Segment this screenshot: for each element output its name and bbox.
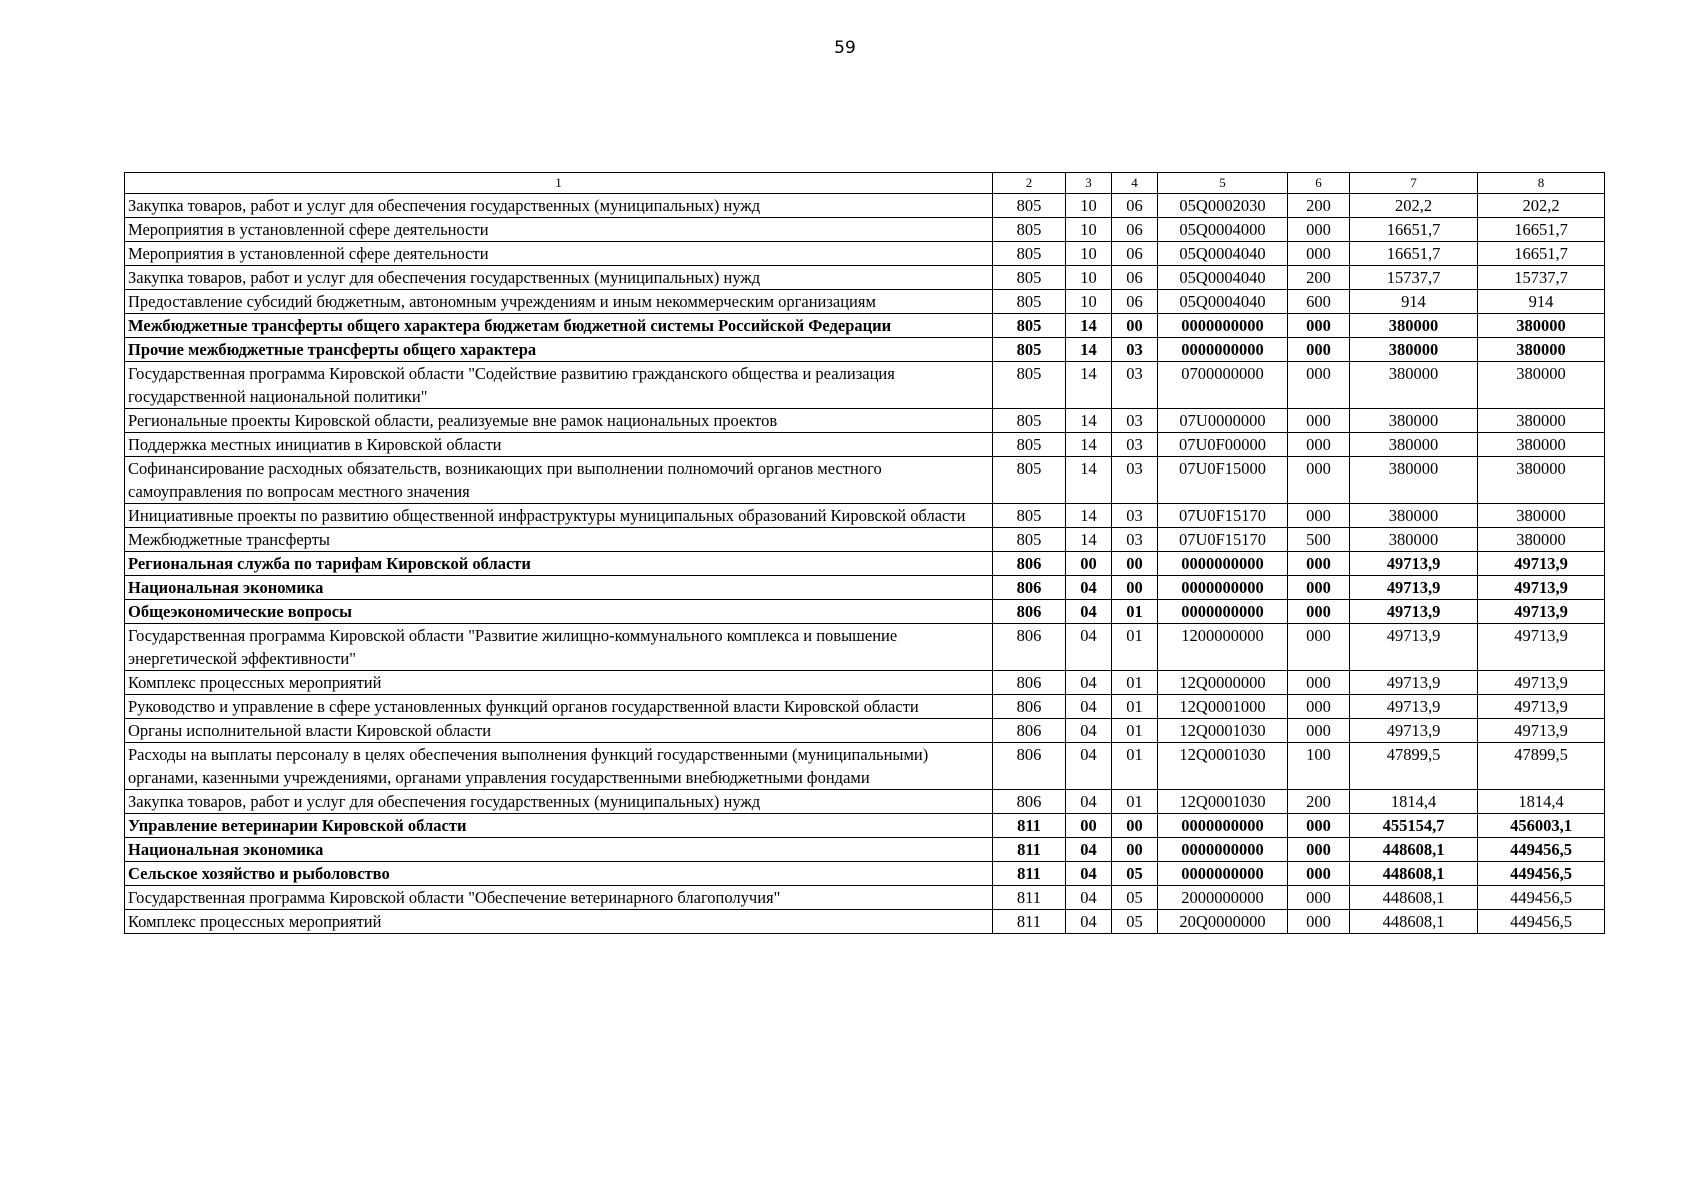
code-2-cell: 805 xyxy=(993,194,1066,218)
code-6-cell: 000 xyxy=(1288,242,1350,266)
code-5-cell: 05Q0004000 xyxy=(1158,218,1288,242)
code-6-cell: 000 xyxy=(1288,504,1350,528)
code-2-cell: 811 xyxy=(993,838,1066,862)
amount-7-cell: 49713,9 xyxy=(1350,695,1478,719)
code-4-cell: 00 xyxy=(1112,814,1158,838)
amount-8-cell: 380000 xyxy=(1478,409,1605,433)
table-row xyxy=(125,862,1605,886)
code-5-cell: 12Q0001030 xyxy=(1158,719,1288,743)
amount-8-cell: 49713,9 xyxy=(1478,719,1605,743)
amount-7-cell: 47899,5 xyxy=(1350,743,1478,790)
code-6-cell: 000 xyxy=(1288,457,1350,504)
code-4-cell: 03 xyxy=(1112,362,1158,409)
amount-7-cell: 49713,9 xyxy=(1350,552,1478,576)
column-header: 5 xyxy=(1158,173,1288,194)
amount-8-cell: 49713,9 xyxy=(1478,671,1605,695)
table-row xyxy=(125,814,1605,838)
amount-7-cell: 49713,9 xyxy=(1350,719,1478,743)
code-4-cell: 05 xyxy=(1112,910,1158,934)
code-6-cell: 000 xyxy=(1288,838,1350,862)
code-5-cell: 0000000000 xyxy=(1158,814,1288,838)
table-row xyxy=(125,790,1605,814)
row-name-cell: Софинансирование расходных обязательств, возникающих при выполнении полномочий органов местного самоуправления по вопросам местного значения xyxy=(125,457,993,504)
code-4-cell: 00 xyxy=(1112,552,1158,576)
code-3-cell: 04 xyxy=(1066,790,1112,814)
code-3-cell: 04 xyxy=(1066,671,1112,695)
code-2-cell: 805 xyxy=(993,528,1066,552)
code-4-cell: 03 xyxy=(1112,504,1158,528)
amount-8-cell: 380000 xyxy=(1478,457,1605,504)
amount-8-cell: 449456,5 xyxy=(1478,910,1605,934)
row-name-cell: Государственная программа Кировской области "Содействие развитию гражданского общества и реализация государственной национальной политики" xyxy=(125,362,993,409)
code-2-cell: 805 xyxy=(993,242,1066,266)
table-row xyxy=(125,194,1605,218)
code-3-cell: 14 xyxy=(1066,314,1112,338)
amount-8-cell: 380000 xyxy=(1478,504,1605,528)
code-4-cell: 01 xyxy=(1112,743,1158,790)
amount-8-cell: 47899,5 xyxy=(1478,743,1605,790)
code-3-cell: 14 xyxy=(1066,528,1112,552)
code-2-cell: 805 xyxy=(993,218,1066,242)
code-6-cell: 100 xyxy=(1288,743,1350,790)
code-2-cell: 805 xyxy=(993,433,1066,457)
code-5-cell: 12Q0001030 xyxy=(1158,790,1288,814)
table-row xyxy=(125,433,1605,457)
code-4-cell: 06 xyxy=(1112,194,1158,218)
budget-table xyxy=(124,172,1605,934)
code-5-cell: 07U0F15170 xyxy=(1158,528,1288,552)
code-3-cell: 10 xyxy=(1066,218,1112,242)
row-name-cell: Комплекс процессных мероприятий xyxy=(125,671,993,695)
code-2-cell: 806 xyxy=(993,743,1066,790)
amount-8-cell: 49713,9 xyxy=(1478,695,1605,719)
code-6-cell: 000 xyxy=(1288,576,1350,600)
amount-7-cell: 448608,1 xyxy=(1350,838,1478,862)
code-3-cell: 14 xyxy=(1066,338,1112,362)
code-5-cell: 12Q0001030 xyxy=(1158,743,1288,790)
code-3-cell: 04 xyxy=(1066,886,1112,910)
code-5-cell: 12Q0000000 xyxy=(1158,671,1288,695)
code-3-cell: 10 xyxy=(1066,290,1112,314)
code-3-cell: 04 xyxy=(1066,910,1112,934)
table-row xyxy=(125,695,1605,719)
code-5-cell: 0000000000 xyxy=(1158,314,1288,338)
code-3-cell: 04 xyxy=(1066,743,1112,790)
row-name-cell: Межбюджетные трансферты общего характера бюджетам бюджетной системы Российской Федерации xyxy=(125,314,993,338)
code-2-cell: 805 xyxy=(993,457,1066,504)
amount-8-cell: 380000 xyxy=(1478,528,1605,552)
code-3-cell: 14 xyxy=(1066,409,1112,433)
code-2-cell: 806 xyxy=(993,695,1066,719)
code-6-cell: 000 xyxy=(1288,719,1350,743)
row-name-cell: Общеэкономические вопросы xyxy=(125,600,993,624)
row-name-cell: Межбюджетные трансферты xyxy=(125,528,993,552)
code-3-cell: 00 xyxy=(1066,814,1112,838)
code-4-cell: 00 xyxy=(1112,838,1158,862)
table-row xyxy=(125,910,1605,934)
code-4-cell: 03 xyxy=(1112,338,1158,362)
amount-7-cell: 49713,9 xyxy=(1350,576,1478,600)
amount-7-cell: 380000 xyxy=(1350,409,1478,433)
table-row xyxy=(125,314,1605,338)
row-name-cell: Мероприятия в установленной сфере деятельности xyxy=(125,218,993,242)
code-2-cell: 806 xyxy=(993,790,1066,814)
table-row xyxy=(125,743,1605,790)
code-6-cell: 000 xyxy=(1288,362,1350,409)
code-2-cell: 811 xyxy=(993,910,1066,934)
code-4-cell: 00 xyxy=(1112,576,1158,600)
code-6-cell: 000 xyxy=(1288,814,1350,838)
code-3-cell: 14 xyxy=(1066,457,1112,504)
code-2-cell: 806 xyxy=(993,600,1066,624)
code-3-cell: 14 xyxy=(1066,362,1112,409)
code-4-cell: 06 xyxy=(1112,242,1158,266)
code-3-cell: 14 xyxy=(1066,433,1112,457)
row-name-cell: Региональная служба по тарифам Кировской области xyxy=(125,552,993,576)
code-4-cell: 00 xyxy=(1112,314,1158,338)
column-header: 1 xyxy=(125,173,993,194)
amount-7-cell: 448608,1 xyxy=(1350,886,1478,910)
table-row xyxy=(125,242,1605,266)
table-header-row xyxy=(125,173,1605,194)
amount-8-cell: 49713,9 xyxy=(1478,552,1605,576)
amount-8-cell: 456003,1 xyxy=(1478,814,1605,838)
code-6-cell: 000 xyxy=(1288,671,1350,695)
amount-8-cell: 449456,5 xyxy=(1478,862,1605,886)
row-name-cell: Руководство и управление в сфере установленных функций органов государственной власти Кировской области xyxy=(125,695,993,719)
table-row xyxy=(125,457,1605,504)
code-4-cell: 01 xyxy=(1112,790,1158,814)
amount-8-cell: 914 xyxy=(1478,290,1605,314)
amount-7-cell: 1814,4 xyxy=(1350,790,1478,814)
row-name-cell: Национальная экономика xyxy=(125,838,993,862)
table-row xyxy=(125,504,1605,528)
code-4-cell: 05 xyxy=(1112,862,1158,886)
amount-7-cell: 380000 xyxy=(1350,528,1478,552)
table-row xyxy=(125,671,1605,695)
code-6-cell: 000 xyxy=(1288,409,1350,433)
row-name-cell: Закупка товаров, работ и услуг для обеспечения государственных (муниципальных) нужд xyxy=(125,194,993,218)
code-6-cell: 000 xyxy=(1288,552,1350,576)
code-3-cell: 04 xyxy=(1066,624,1112,671)
amount-8-cell: 202,2 xyxy=(1478,194,1605,218)
code-5-cell: 05Q0004040 xyxy=(1158,242,1288,266)
code-5-cell: 07U0F15000 xyxy=(1158,457,1288,504)
code-5-cell: 07U0F15170 xyxy=(1158,504,1288,528)
code-4-cell: 01 xyxy=(1112,600,1158,624)
code-6-cell: 000 xyxy=(1288,862,1350,886)
row-name-cell: Государственная программа Кировской области "Развитие жилищно-коммунального комплекса и повышение энергетической эффективности" xyxy=(125,624,993,671)
table-row xyxy=(125,719,1605,743)
row-name-cell: Региональные проекты Кировской области, реализуемые вне рамок национальных проектов xyxy=(125,409,993,433)
code-2-cell: 805 xyxy=(993,504,1066,528)
amount-8-cell: 49713,9 xyxy=(1478,624,1605,671)
code-6-cell: 000 xyxy=(1288,624,1350,671)
code-4-cell: 03 xyxy=(1112,433,1158,457)
code-4-cell: 06 xyxy=(1112,218,1158,242)
amount-7-cell: 455154,7 xyxy=(1350,814,1478,838)
amount-8-cell: 16651,7 xyxy=(1478,218,1605,242)
row-name-cell: Государственная программа Кировской области "Обеспечение ветеринарного благополучия" xyxy=(125,886,993,910)
table-row xyxy=(125,576,1605,600)
code-6-cell: 000 xyxy=(1288,314,1350,338)
code-5-cell: 0000000000 xyxy=(1158,862,1288,886)
table-row xyxy=(125,362,1605,409)
code-4-cell: 06 xyxy=(1112,266,1158,290)
code-6-cell: 500 xyxy=(1288,528,1350,552)
row-name-cell: Национальная экономика xyxy=(125,576,993,600)
table-row xyxy=(125,600,1605,624)
code-4-cell: 05 xyxy=(1112,886,1158,910)
code-6-cell: 200 xyxy=(1288,266,1350,290)
code-3-cell: 04 xyxy=(1066,838,1112,862)
code-4-cell: 01 xyxy=(1112,719,1158,743)
code-5-cell: 05Q0002030 xyxy=(1158,194,1288,218)
code-2-cell: 806 xyxy=(993,719,1066,743)
row-name-cell: Расходы на выплаты персоналу в целях обеспечения выполнения функций государственными (муниципальными) органами, казенными учреждениями, органами управления государственными внебюджетными фондами xyxy=(125,743,993,790)
code-3-cell: 04 xyxy=(1066,695,1112,719)
amount-8-cell: 16651,7 xyxy=(1478,242,1605,266)
row-name-cell: Комплекс процессных мероприятий xyxy=(125,910,993,934)
code-5-cell: 05Q0004040 xyxy=(1158,290,1288,314)
code-6-cell: 600 xyxy=(1288,290,1350,314)
column-header: 4 xyxy=(1112,173,1158,194)
code-2-cell: 806 xyxy=(993,552,1066,576)
code-2-cell: 805 xyxy=(993,338,1066,362)
code-3-cell: 04 xyxy=(1066,719,1112,743)
amount-7-cell: 202,2 xyxy=(1350,194,1478,218)
table-row xyxy=(125,838,1605,862)
column-header: 6 xyxy=(1288,173,1350,194)
table-row xyxy=(125,290,1605,314)
column-header: 8 xyxy=(1478,173,1605,194)
code-5-cell: 0000000000 xyxy=(1158,552,1288,576)
amount-8-cell: 49713,9 xyxy=(1478,576,1605,600)
row-name-cell: Сельское хозяйство и рыболовство xyxy=(125,862,993,886)
page-number: 59 xyxy=(834,38,856,58)
code-3-cell: 04 xyxy=(1066,576,1112,600)
table-row xyxy=(125,266,1605,290)
code-2-cell: 806 xyxy=(993,624,1066,671)
row-name-cell: Инициативные проекты по развитию общественной инфраструктуры муниципальных образований Кировской области xyxy=(125,504,993,528)
amount-7-cell: 380000 xyxy=(1350,504,1478,528)
code-2-cell: 806 xyxy=(993,576,1066,600)
code-4-cell: 01 xyxy=(1112,695,1158,719)
code-6-cell: 000 xyxy=(1288,433,1350,457)
amount-7-cell: 380000 xyxy=(1350,338,1478,362)
row-name-cell: Органы исполнительной власти Кировской области xyxy=(125,719,993,743)
code-5-cell: 0000000000 xyxy=(1158,600,1288,624)
table-row xyxy=(125,528,1605,552)
table-row xyxy=(125,886,1605,910)
code-4-cell: 03 xyxy=(1112,457,1158,504)
amount-7-cell: 448608,1 xyxy=(1350,910,1478,934)
table-row xyxy=(125,218,1605,242)
code-6-cell: 000 xyxy=(1288,695,1350,719)
amount-7-cell: 15737,7 xyxy=(1350,266,1478,290)
table-row xyxy=(125,409,1605,433)
code-2-cell: 805 xyxy=(993,290,1066,314)
amount-8-cell: 15737,7 xyxy=(1478,266,1605,290)
code-6-cell: 200 xyxy=(1288,194,1350,218)
code-2-cell: 805 xyxy=(993,314,1066,338)
code-4-cell: 01 xyxy=(1112,671,1158,695)
code-5-cell: 0000000000 xyxy=(1158,838,1288,862)
amount-7-cell: 380000 xyxy=(1350,314,1478,338)
code-2-cell: 805 xyxy=(993,362,1066,409)
code-5-cell: 0000000000 xyxy=(1158,576,1288,600)
code-6-cell: 000 xyxy=(1288,886,1350,910)
code-3-cell: 04 xyxy=(1066,600,1112,624)
code-3-cell: 10 xyxy=(1066,194,1112,218)
column-header: 2 xyxy=(993,173,1066,194)
code-3-cell: 04 xyxy=(1066,862,1112,886)
code-6-cell: 200 xyxy=(1288,790,1350,814)
code-5-cell: 0700000000 xyxy=(1158,362,1288,409)
amount-8-cell: 49713,9 xyxy=(1478,600,1605,624)
amount-7-cell: 49713,9 xyxy=(1350,671,1478,695)
amount-7-cell: 49713,9 xyxy=(1350,600,1478,624)
code-6-cell: 000 xyxy=(1288,910,1350,934)
amount-8-cell: 449456,5 xyxy=(1478,886,1605,910)
amount-7-cell: 16651,7 xyxy=(1350,218,1478,242)
row-name-cell: Закупка товаров, работ и услуг для обеспечения государственных (муниципальных) нужд xyxy=(125,266,993,290)
code-2-cell: 811 xyxy=(993,862,1066,886)
column-header: 3 xyxy=(1066,173,1112,194)
amount-8-cell: 380000 xyxy=(1478,338,1605,362)
amount-7-cell: 380000 xyxy=(1350,433,1478,457)
code-5-cell: 20Q0000000 xyxy=(1158,910,1288,934)
column-header: 7 xyxy=(1350,173,1478,194)
code-3-cell: 14 xyxy=(1066,504,1112,528)
amount-8-cell: 380000 xyxy=(1478,362,1605,409)
code-5-cell: 2000000000 xyxy=(1158,886,1288,910)
code-5-cell: 05Q0004040 xyxy=(1158,266,1288,290)
row-name-cell: Поддержка местных инициатив в Кировской области xyxy=(125,433,993,457)
code-4-cell: 03 xyxy=(1112,409,1158,433)
code-2-cell: 811 xyxy=(993,814,1066,838)
table-row xyxy=(125,338,1605,362)
table-row xyxy=(125,552,1605,576)
code-3-cell: 10 xyxy=(1066,266,1112,290)
row-name-cell: Предоставление субсидий бюджетным, автономным учреждениям и иным некоммерческим организациям xyxy=(125,290,993,314)
row-name-cell: Прочие межбюджетные трансферты общего характера xyxy=(125,338,993,362)
code-2-cell: 805 xyxy=(993,266,1066,290)
amount-7-cell: 16651,7 xyxy=(1350,242,1478,266)
row-name-cell: Закупка товаров, работ и услуг для обеспечения государственных (муниципальных) нужд xyxy=(125,790,993,814)
row-name-cell: Мероприятия в установленной сфере деятельности xyxy=(125,242,993,266)
code-2-cell: 811 xyxy=(993,886,1066,910)
code-4-cell: 06 xyxy=(1112,290,1158,314)
code-2-cell: 805 xyxy=(993,409,1066,433)
code-5-cell: 1200000000 xyxy=(1158,624,1288,671)
code-6-cell: 000 xyxy=(1288,338,1350,362)
code-4-cell: 01 xyxy=(1112,624,1158,671)
row-name-cell: Управление ветеринарии Кировской области xyxy=(125,814,993,838)
code-5-cell: 0000000000 xyxy=(1158,338,1288,362)
code-2-cell: 806 xyxy=(993,671,1066,695)
code-4-cell: 03 xyxy=(1112,528,1158,552)
amount-7-cell: 448608,1 xyxy=(1350,862,1478,886)
code-6-cell: 000 xyxy=(1288,218,1350,242)
code-6-cell: 000 xyxy=(1288,600,1350,624)
table-row xyxy=(125,624,1605,671)
amount-7-cell: 49713,9 xyxy=(1350,624,1478,671)
code-3-cell: 00 xyxy=(1066,552,1112,576)
code-5-cell: 12Q0001000 xyxy=(1158,695,1288,719)
amount-8-cell: 1814,4 xyxy=(1478,790,1605,814)
amount-8-cell: 380000 xyxy=(1478,433,1605,457)
amount-7-cell: 380000 xyxy=(1350,457,1478,504)
amount-8-cell: 380000 xyxy=(1478,314,1605,338)
code-5-cell: 07U0F00000 xyxy=(1158,433,1288,457)
amount-8-cell: 449456,5 xyxy=(1478,838,1605,862)
code-3-cell: 10 xyxy=(1066,242,1112,266)
code-5-cell: 07U0000000 xyxy=(1158,409,1288,433)
amount-7-cell: 914 xyxy=(1350,290,1478,314)
amount-7-cell: 380000 xyxy=(1350,362,1478,409)
